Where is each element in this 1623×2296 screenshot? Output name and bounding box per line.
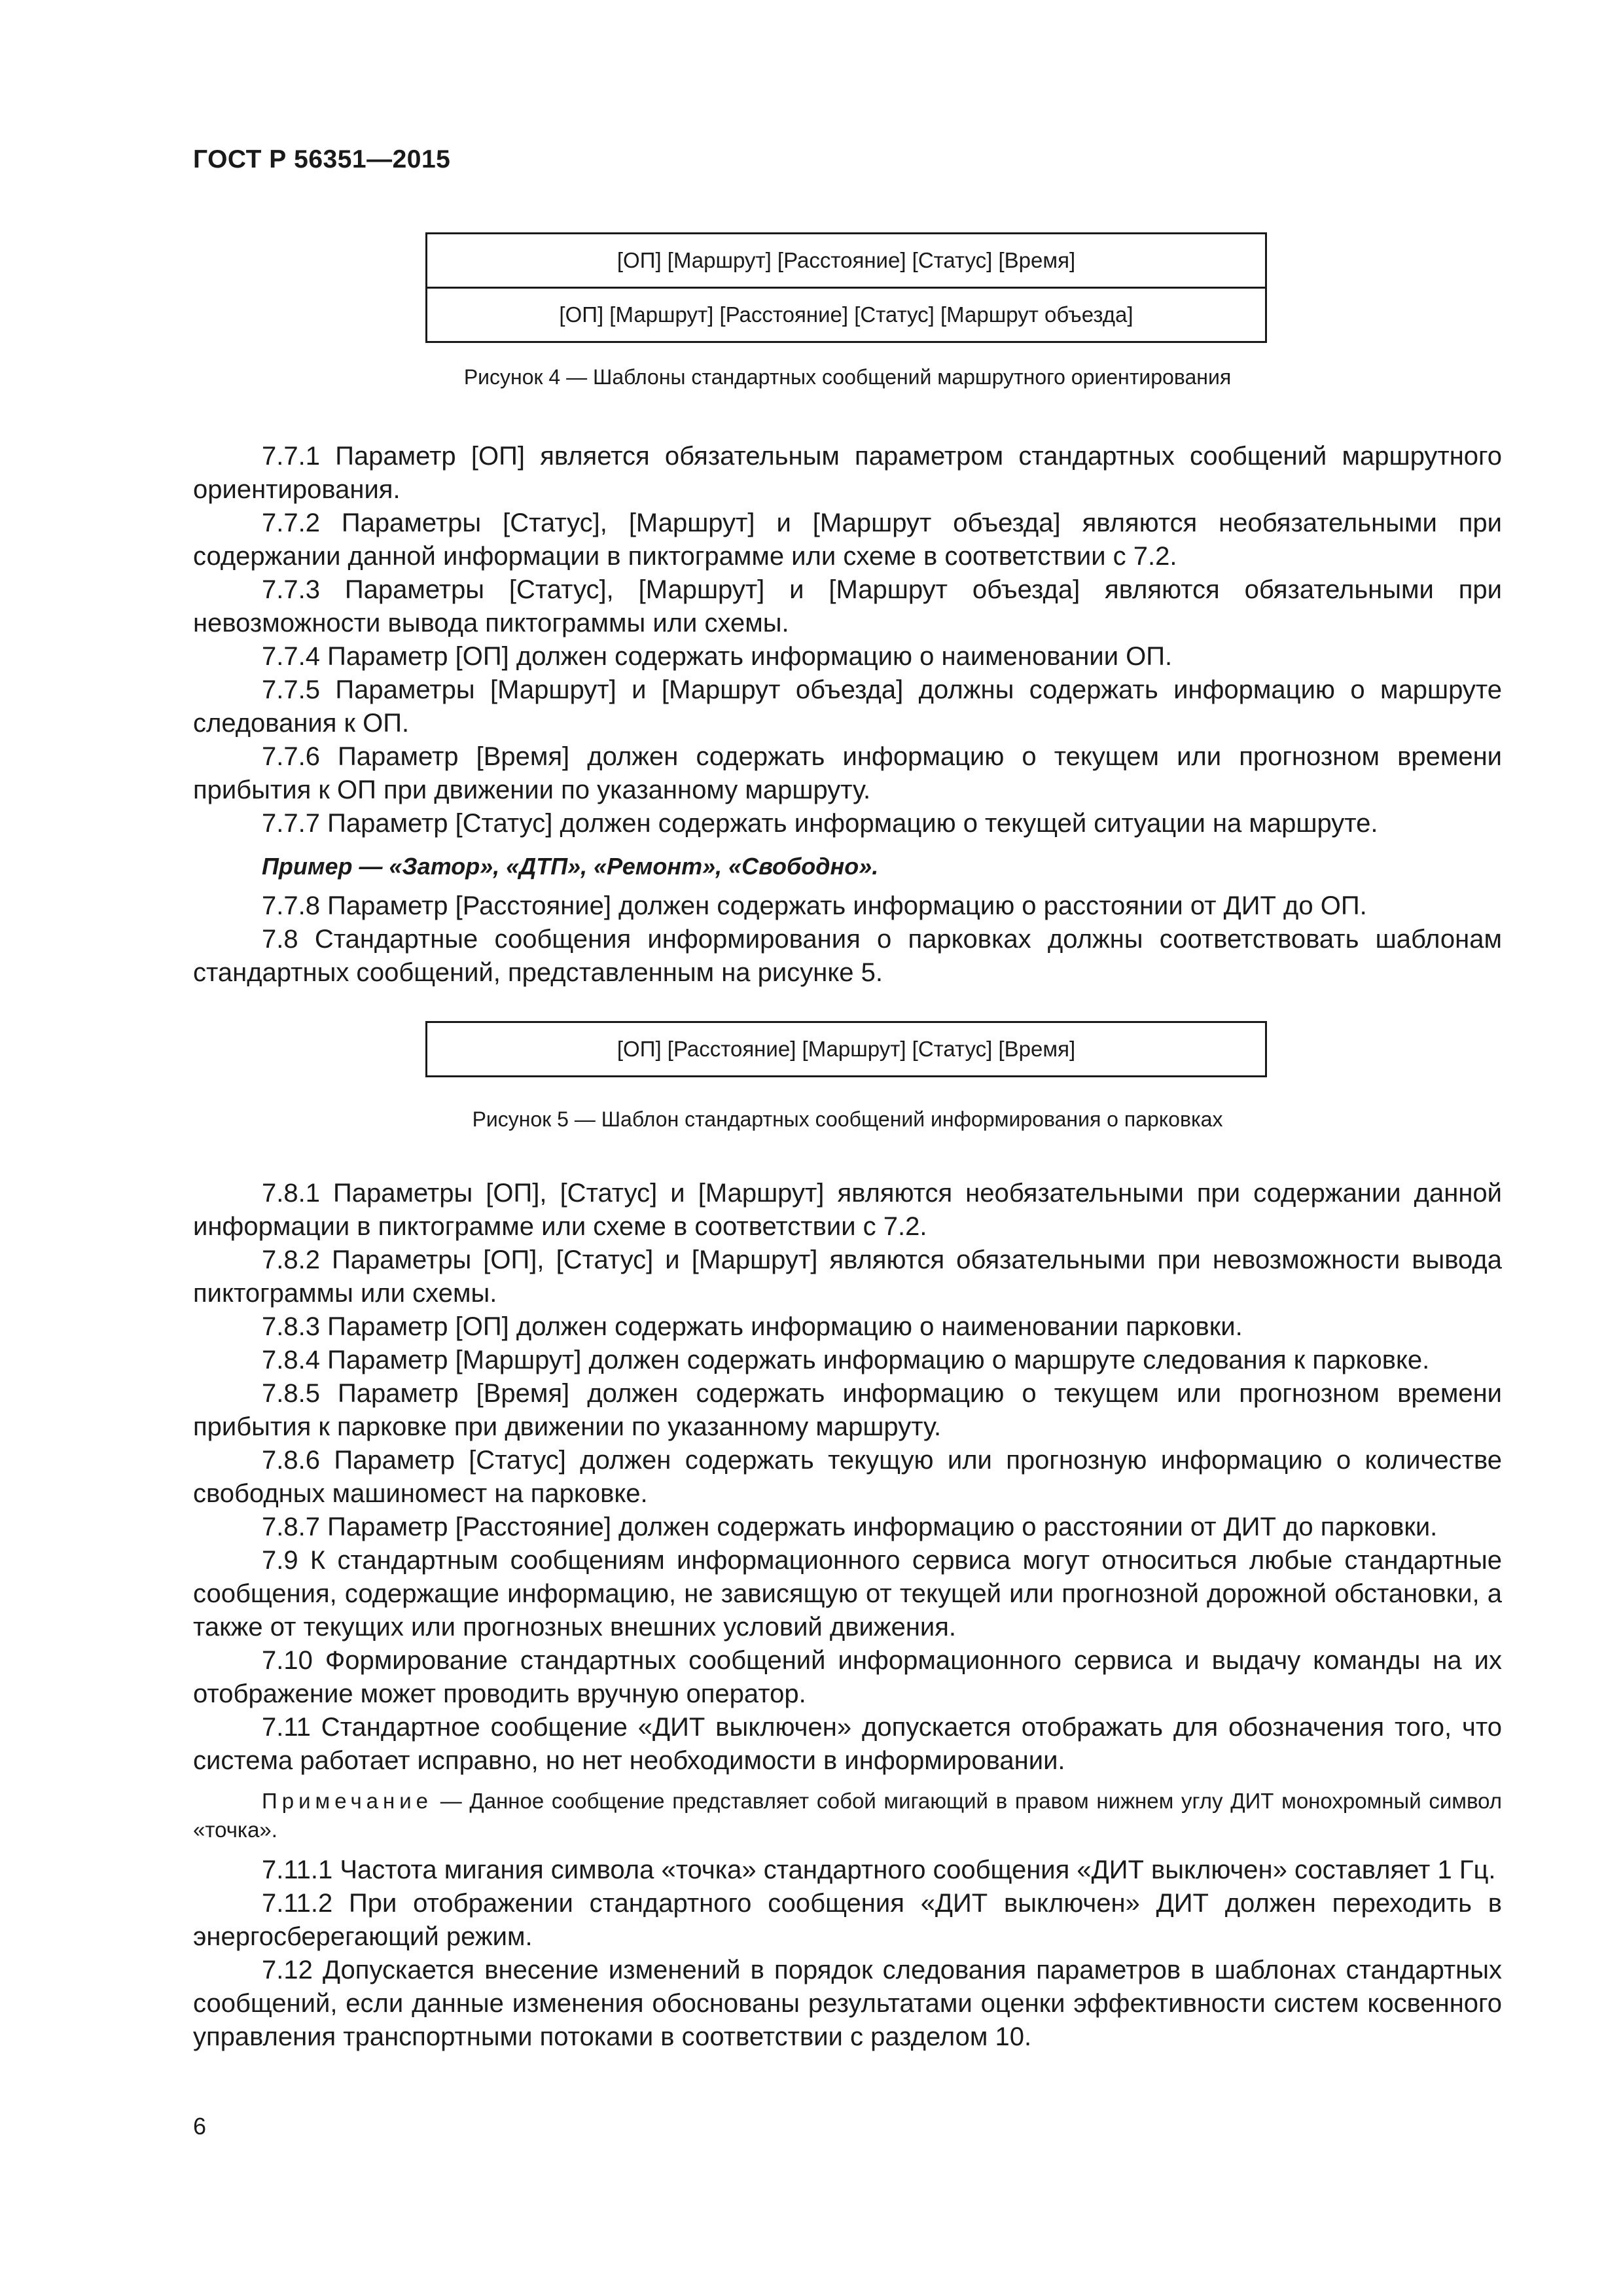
document-header: ГОСТ Р 56351—2015 xyxy=(193,145,451,173)
paragraph: 7.7.2 Параметры [Статус], [Маршрут] и [Маршрут объезда] являются необязательными при содержании данной информации в пиктограмме или схеме в соответствии с 7.2. xyxy=(193,509,1502,571)
note-text: — Данное сообщение представляет собой мигающий в правом нижнем углу ДИТ монохромный символ «точка». xyxy=(193,1789,1502,1842)
paragraph: 7.11.1 Частота мигания символа «точка» стандартного сообщения «ДИТ выключен» составляет 1 Гц. xyxy=(262,1856,1496,1884)
main-text-block xyxy=(193,440,1502,990)
figure-4-caption: Рисунок 4 — Шаблоны стандартных сообщений маршрутного ориентирования xyxy=(463,365,1232,389)
paragraph: 7.11.2 При отображении стандартного сообщения «ДИТ выключен» ДИТ должен переходить в энергосберегающий режим. xyxy=(193,1889,1502,1951)
paragraph: 7.8 Стандартные сообщения информирования о парковках должны соответствовать шаблонам стандартных сообщений, представленным на рисунке 5. xyxy=(193,925,1502,987)
figure-5-caption: Рисунок 5 — Шаблон стандартных сообщений информирования о парковках xyxy=(472,1107,1223,1131)
paragraph: 7.9 К стандартным сообщениям информационного сервиса могут относиться любые стандартные сообщения, содержащие информацию, не зависящую от текущей или прогнозной дорожной обстановки, а также от текущих или прогнозных внешних условий движения. xyxy=(193,1546,1502,1641)
paragraph: 7.8.6 Параметр [Статус] должен содержать текущую или прогнозную информацию о количестве свободных машиномест на парковке. xyxy=(193,1446,1502,1508)
paragraph: 7.11 Стандартное сообщение «ДИТ выключен» допускается отображать для обозначения того, что система работает исправно, но нет необходимости в информировании. xyxy=(193,1713,1502,1775)
paragraph: 7.7.5 Параметры [Маршрут] и [Маршрут объезда] должны содержать информацию о маршруте следования к ОП. xyxy=(193,675,1502,738)
figure-4-templates-table xyxy=(425,232,1267,343)
template-row: [ОП] [Маршрут] [Расстояние] [Статус] [Маршрут объезда] xyxy=(427,287,1265,341)
paragraph: 7.7.6 Параметр [Время] должен содержать информацию о текущем или прогнозном времени прибытия к ОП при движении по указанному маршруту. xyxy=(193,742,1502,804)
main-text-block xyxy=(193,1177,1502,2054)
paragraph: 7.8.1 Параметры [ОП], [Статус] и [Маршрут] являются необязательными при содержании данной информации в пиктограмме или схеме в соответствии с 7.2. xyxy=(193,1179,1502,1241)
paragraph: 7.7.3 Параметры [Статус], [Маршрут] и [Маршрут объезда] являются обязательными при невозможности вывода пиктограммы или схемы. xyxy=(193,575,1502,637)
paragraph: 7.10 Формирование стандартных сообщений информационного сервиса и выдачу команды на их отображение может проводить вручную оператор. xyxy=(193,1646,1502,1708)
paragraph: 7.8.4 Параметр [Маршрут] должен содержать информацию о маршруте следования к парковке. xyxy=(262,1346,1430,1374)
paragraph: 7.12 Допускается внесение изменений в порядок следования параметров в шаблонах стандартных сообщений, если данные изменения обоснованы результатами оценки эффективности систем косвенного управления транспортными потоками в соответствии с разделом 10. xyxy=(193,1956,1502,2051)
figure-5-template-table xyxy=(425,1021,1267,1077)
paragraph: 7.8.3 Параметр [ОП] должен содержать информацию о наименовании парковки. xyxy=(262,1312,1243,1341)
template-row: [ОП] [Маршрут] [Расстояние] [Статус] [Время] xyxy=(616,248,1076,272)
paragraph: 7.7.8 Параметр [Расстояние] должен содержать информацию о расстоянии от ДИТ до ОП. xyxy=(262,891,1367,920)
note xyxy=(193,1787,1502,1844)
paragraph: 7.8.7 Параметр [Расстояние] должен содержать информацию о расстоянии от ДИТ до парковки. xyxy=(262,1513,1438,1541)
paragraph: 7.7.1 Параметр [ОП] является обязательным параметром стандартных сообщений маршрутного ориентирования. xyxy=(193,442,1502,504)
page-number: 6 xyxy=(193,2113,207,2140)
template-row: [ОП] [Расстояние] [Маршрут] [Статус] [Время] xyxy=(616,1037,1076,1061)
example-text: Пример — «Затор», «ДТП», «Ремонт», «Свободно». xyxy=(262,853,879,880)
paragraph: 7.8.5 Параметр [Время] должен содержать информацию о текущем или прогнозном времени прибытия к парковке при движении по указанному маршруту. xyxy=(193,1379,1502,1441)
paragraph: 7.7.4 Параметр [ОП] должен содержать информацию о наименовании ОП. xyxy=(262,642,1173,671)
paragraph: 7.7.7 Параметр [Статус] должен содержать информацию о текущей ситуации на маршруте. xyxy=(262,809,1378,838)
note-label: Примечание xyxy=(262,1789,433,1813)
paragraph: 7.8.2 Параметры [ОП], [Статус] и [Маршрут] являются обязательными при невозможности вывода пиктограммы или схемы. xyxy=(193,1246,1502,1308)
